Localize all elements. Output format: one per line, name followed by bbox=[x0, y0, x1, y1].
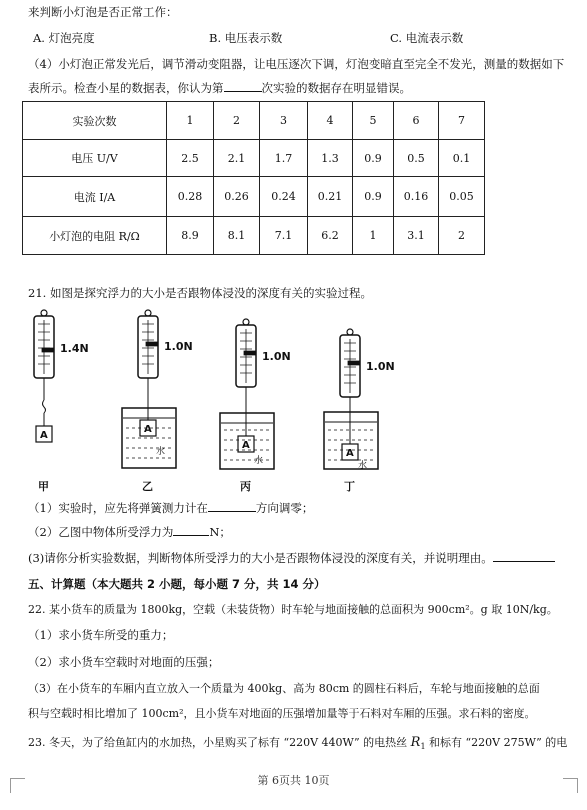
q23-line1-b: 和标有 “220V 275W” 的电 bbox=[425, 736, 568, 749]
table-cell: 3.1 bbox=[394, 217, 439, 255]
table-cell: 2 bbox=[439, 217, 485, 255]
table-cell: 6.2 bbox=[308, 217, 353, 255]
q23-line1-a: 23. 冬天，为了给鱼缸内的水加热，小星购买了标有 “220V 440W” 的电热丝 bbox=[28, 736, 411, 749]
q21-sub3 bbox=[28, 549, 555, 567]
r1-symbol: R bbox=[410, 735, 421, 750]
option-c: C. 电流表示数 bbox=[390, 31, 464, 45]
q21-sub1-b: 方向调零； bbox=[255, 501, 314, 515]
table-header-cell: 5 bbox=[353, 102, 394, 140]
caption-bing: 丙 bbox=[240, 480, 251, 493]
table-header-cell: 3 bbox=[260, 102, 308, 140]
row-label-resistance: 小灯泡的电阻 R/Ω bbox=[23, 217, 167, 255]
q22-sub2: （2）求小货车空载时对地面的压强； bbox=[28, 655, 220, 669]
table-cell: 0.05 bbox=[439, 177, 485, 217]
table-header-cell: 6 bbox=[394, 102, 439, 140]
q22-sub3-line1: （3）在小货车的车厢内直立放入一个质量为 400kg、高为 80cm 的圆柱石料后，车轮与地面接触的总面 bbox=[28, 682, 540, 695]
q22-sub1: （1）求小货车所受的重力； bbox=[28, 628, 174, 642]
data-table bbox=[22, 101, 485, 255]
table-cell: 1 bbox=[353, 217, 394, 255]
buoyancy-experiment-figure bbox=[20, 308, 410, 496]
q21-sub3-text: (3)请你分析实验数据，判断物体所受浮力的大小是否跟物体浸没的深度有关，并说明理由。 bbox=[28, 551, 493, 565]
reading-yi: 1.0N bbox=[164, 340, 193, 353]
table-cell: 2.1 bbox=[214, 140, 260, 177]
table-row bbox=[23, 177, 485, 217]
table-cell: 0.24 bbox=[260, 177, 308, 217]
q21-sub2-a: （2）乙图中物体所受浮力为 bbox=[28, 525, 174, 539]
q21-sub1 bbox=[28, 499, 313, 517]
reading-bing: 1.0N bbox=[262, 350, 291, 363]
q21-sub2 bbox=[28, 523, 231, 541]
reading-jia: 1.4N bbox=[60, 342, 89, 355]
table-cell: 8.1 bbox=[214, 217, 260, 255]
caption-jia: 甲 bbox=[38, 480, 49, 493]
table-cell: 2.5 bbox=[167, 140, 214, 177]
option-b: B. 电压表示数 bbox=[209, 31, 283, 45]
block-label-jia: A bbox=[40, 430, 48, 441]
q4-line2 bbox=[28, 79, 411, 97]
table-cell: 0.1 bbox=[439, 140, 485, 177]
block-label-ding: A bbox=[346, 448, 354, 459]
table-cell: 0.5 bbox=[394, 140, 439, 177]
q22-sub3-line2: 积与空载时相比增加了 100cm²，且小货车对地面的压强增加量等于石料对车厢的压强。求石料的密度。 bbox=[28, 707, 536, 720]
q4-line2-a: 表所示。检查小星的数据表，你认为第 bbox=[28, 81, 224, 95]
table-header-cell: 4 bbox=[308, 102, 353, 140]
water-label-ding: 水 bbox=[358, 461, 368, 471]
q22-line1: 22. 某小货车的质量为 1800kg，空载（未装货物）时车轮与地面接触的总面积为 900cm²。g 取 10N/kg。 bbox=[28, 603, 558, 616]
q21-sub3-blank[interactable] bbox=[493, 549, 555, 562]
table-cell: 0.21 bbox=[308, 177, 353, 217]
q4-line1: （4）小灯泡正常发光后，调节滑动变阻器，让电压逐次下调，灯泡变暗直至完全不发光，测量的数据如下 bbox=[28, 57, 565, 71]
q4-answer-blank[interactable] bbox=[224, 79, 262, 92]
spring-scale-jia bbox=[34, 310, 54, 442]
table-cell: 0.16 bbox=[394, 177, 439, 217]
table-header-cell: 1 bbox=[167, 102, 214, 140]
table-header-cell: 2 bbox=[214, 102, 260, 140]
q21-title: 21. 如图是探究浮力的大小是否跟物体浸没的深度有关的实验过程。 bbox=[28, 286, 372, 300]
table-cell: 8.9 bbox=[167, 217, 214, 255]
r1-subscript: 1 bbox=[420, 742, 426, 752]
row-label-current: 电流 I/A bbox=[23, 177, 167, 217]
table-cell: 0.28 bbox=[167, 177, 214, 217]
section-five-heading: 五、计算题（本大题共 2 小题，每小题 7 分，共 14 分） bbox=[28, 577, 326, 591]
intro-text: 来判断小灯泡是否正常工作： bbox=[28, 5, 178, 19]
table-cell: 0.9 bbox=[353, 177, 394, 217]
table-cell: 0.9 bbox=[353, 140, 394, 177]
option-a: A. 灯泡亮度 bbox=[33, 31, 95, 45]
q4-line2-b: 次实验的数据存在明显错误。 bbox=[261, 81, 411, 95]
table-header-cell: 实验次数 bbox=[23, 102, 167, 140]
table-cell: 1.3 bbox=[308, 140, 353, 177]
q21-sub2-b: N； bbox=[209, 525, 231, 539]
water-label-bing: 水 bbox=[254, 456, 264, 466]
table-row bbox=[23, 217, 485, 255]
table-cell: 0.26 bbox=[214, 177, 260, 217]
q23-line1 bbox=[28, 734, 567, 756]
reading-ding: 1.0N bbox=[366, 360, 395, 373]
table-row bbox=[23, 140, 485, 177]
spring-scale-yi bbox=[122, 310, 176, 468]
page-footer: 第 6页共 10页 bbox=[257, 774, 330, 787]
block-label-yi: A bbox=[144, 424, 152, 435]
q21-sub2-blank[interactable] bbox=[173, 523, 209, 536]
table-cell: 7.1 bbox=[260, 217, 308, 255]
row-label-voltage: 电压 U/V bbox=[23, 140, 167, 177]
caption-ding: 丁 bbox=[344, 480, 355, 493]
table-header-cell: 7 bbox=[439, 102, 485, 140]
block-label-bing: A bbox=[242, 440, 250, 451]
q21-sub1-a: （1）实验时，应先将弹簧测力计在 bbox=[28, 501, 208, 515]
table-cell: 1.7 bbox=[260, 140, 308, 177]
table-row bbox=[23, 102, 485, 140]
caption-yi: 乙 bbox=[142, 480, 153, 493]
water-label-yi: 水 bbox=[156, 447, 166, 457]
q21-sub1-blank[interactable] bbox=[208, 499, 256, 512]
